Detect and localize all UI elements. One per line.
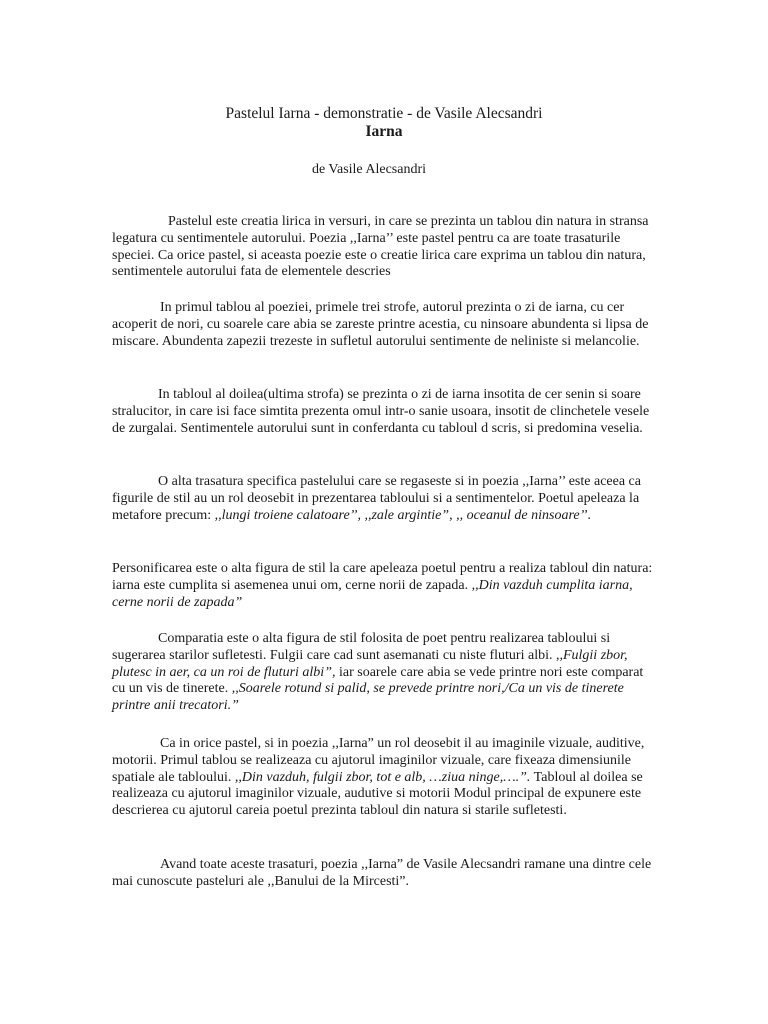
paragraph-text: O alta trasatura specifica pastelului care se regaseste si in poezia ,,Iarna’’ este aceea ca figurile de stil au un rol deosebit in prezentarea tabloului si a sentimentelor. Poetul apeleaza la metafore precum: bbox=[112, 474, 641, 523]
paragraph-text: Avand toate aceste trasaturi, poezia ,,Iarna” de Vasile Alecsandri ramane una dintre cele mai cunoscute pasteluri ale ,,Banului de la Mircesti”. bbox=[112, 857, 652, 889]
quote-text: ,,Soarele rotund si palid, se prevede printre nori,/Ca un vis de tinerete printre anii trecatori.” bbox=[112, 681, 624, 714]
quote-text: ,,Din vazduh, fulgii zbor, tot e alb, …ziua ninge,….”. bbox=[234, 769, 531, 785]
paragraph-intro bbox=[112, 214, 656, 281]
quote-text: ,,lungi troiene calatoare’’, ,,zale argintie”, ,, oceanul de ninsoare’’ bbox=[214, 507, 588, 523]
paragraph-personification bbox=[112, 561, 656, 611]
paragraph-text: Personificarea este o alta figura de stil la care apeleaza poetul pentru a realiza tabloul din natura: iarna este cumplita si asemenea unui om, cerne norii de zapada. bbox=[112, 561, 653, 593]
paragraph-imagery bbox=[112, 736, 656, 820]
paragraph-text: Tabloul al doilea se realizeaza cu ajutorul imaginilor vizuale, audutive si motorii Modul principal de expunere este descrierea cu ajutorul careia poetul prezinta tabloul din natura si starile sufletesti. bbox=[112, 769, 643, 819]
document-title: Pastelul Iarna - demonstratie - de Vasile Alecsandri bbox=[225, 105, 543, 122]
quote-text: ,,Fulgii zbor, plutesc in aer, ca un roi de fluturi albi”, bbox=[112, 647, 628, 680]
paragraph-second-tableau bbox=[112, 387, 656, 437]
paragraph-comparison bbox=[112, 631, 656, 715]
quote-text: ,,Din vazduh cumplita iarna, cerne norii de zapada” bbox=[112, 577, 633, 610]
paragraph-text: Ca in orice pastel, si in poezia ,,Iarna” un rol deosebit il au imaginile vizuale, auditive, motorii. Primul tablou se realizeaza cu ajutorul imaginilor vizuale, care fixeaza dimensiunile spatiale ale tabloului. bbox=[112, 736, 645, 785]
paragraph-text: . bbox=[587, 507, 591, 523]
paragraph-text: Comparatia este o alta figura de stil folosita de poet pentru realizarea tabloului si sugerarea starilor sufletesti. Fulgii care cad sunt asemanati cu niste fluturi albi. bbox=[112, 631, 611, 663]
paragraph-first-tableau bbox=[112, 300, 656, 350]
paragraph-conclusion bbox=[112, 857, 656, 891]
poem-title: Iarna bbox=[365, 123, 403, 140]
paragraph-text: In tabloul al doilea(ultima strofa) se prezinta o zi de iarna insotita de cer senin si soare stralucitor, in care isi face simtita prezenta omul intr-o sanie usoara, insotit de clinchetele vesele de zurgalai. Sentimentele autorului sunt in conferdanta cu tabloul d scris, si predomina veselia. bbox=[112, 387, 650, 436]
author-byline: de Vasile Alecsandri bbox=[311, 162, 427, 177]
paragraph-text: In primul tablou al poeziei, primele trei strofe, autorul prezinta o zi de iarna, cu cer acoperit de nori, cu soarele care abia se zareste printre acestia, cu ninsoare abundenta si lipsa de miscare. Abundenta zapezii trezeste in sufletul autorului sentimente de neliniste si melancolie. bbox=[112, 300, 649, 349]
paragraph-metaphors bbox=[112, 474, 656, 524]
paragraph-text: Pastelul este creatia lirica in versuri, in care se prezinta un tablou din natura in stransa legatura cu sentimentele autorului. Poezia ,,Iarna’’ este pastel pentru ca are toate trasaturile speciei. Ca orice pastel, si aceasta poezie este o creatie lirica care exprima un tablou din natura, sentimentele autorului fata de elementele descries bbox=[112, 214, 649, 280]
paragraph-text: iar soarele care abia se vede printre nori este comparat cu un vis de tinerete. bbox=[112, 664, 644, 697]
